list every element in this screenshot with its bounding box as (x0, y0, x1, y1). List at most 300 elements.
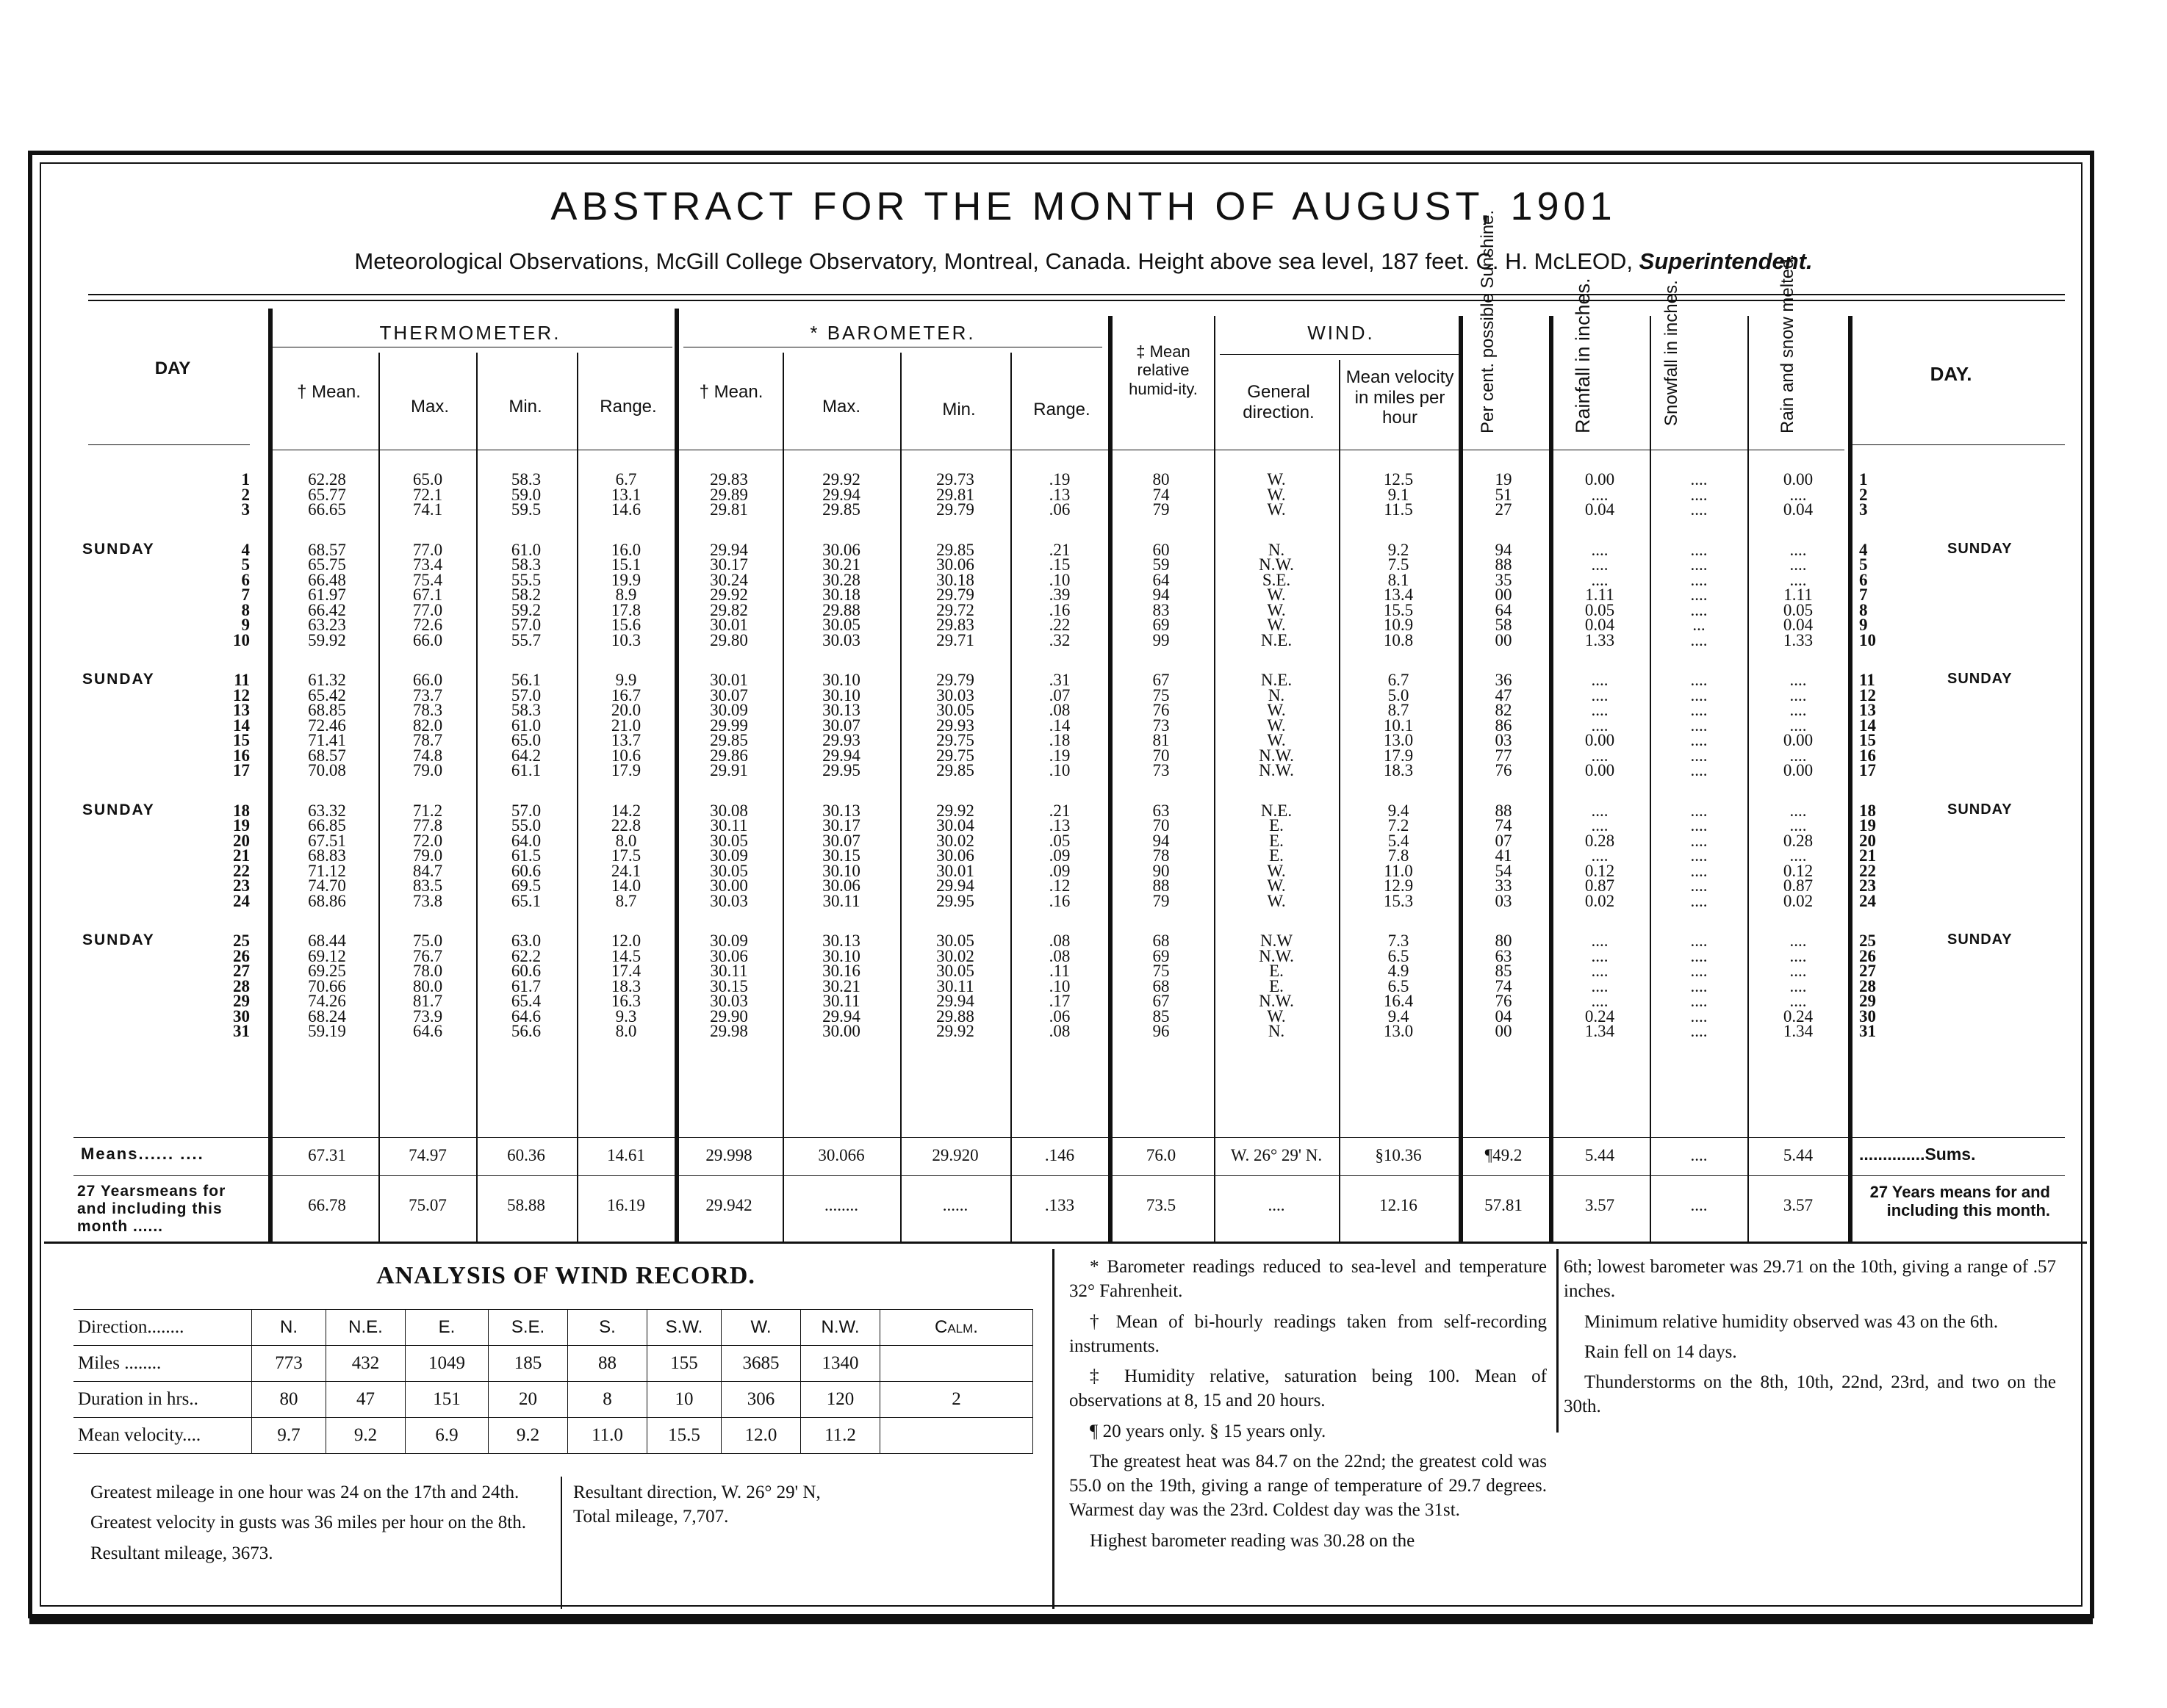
day-number-right: 30 (1859, 1006, 1876, 1026)
cell-t-range: 6.7 (615, 470, 637, 489)
day-number-right: 31 (1859, 1022, 1876, 1040)
cell-t-min: 58.3 (511, 555, 542, 574)
years-t-min: 58.88 (507, 1196, 545, 1214)
day-number-right: 9 (1859, 616, 1868, 634)
day-number: 26 (233, 946, 250, 965)
means-vel: §10.36 (1375, 1146, 1422, 1164)
cell-hum: 60 (1152, 540, 1170, 559)
cell-t-min: 58.3 (511, 701, 542, 719)
cell-b-max: 30.13 (822, 701, 860, 719)
cell-rain: .... (1591, 555, 1609, 574)
cell-b-min: 30.02 (936, 831, 974, 850)
years-rain: 3.57 (1584, 1196, 1615, 1214)
cell-rain: 0.24 (1584, 1006, 1615, 1026)
cell-vel: 7.3 (1387, 932, 1409, 950)
cell-b-mean: 30.24 (710, 570, 748, 589)
day-number-right: 14 (1859, 716, 1876, 735)
wind-note-3: Resultant mileage, 3673. (90, 1543, 273, 1563)
cell-t-mean: 68.83 (308, 846, 346, 865)
cell-rain: 0.00 (1584, 470, 1615, 489)
cell-t-range: 8.7 (615, 891, 637, 910)
cell-t-max: 78.3 (412, 701, 443, 719)
header-b-range: Range. (1033, 400, 1090, 419)
cell-sun: 33 (1495, 876, 1512, 895)
cell-snow: .... (1690, 731, 1708, 749)
header-rainfall: Rainfall in inches. (1572, 278, 1594, 433)
years-dir: .... (1268, 1196, 1285, 1214)
cell-b-max: 29.95 (822, 761, 860, 779)
years-sun: 57.81 (1484, 1196, 1523, 1214)
cell-t-mean: 61.32 (308, 671, 346, 689)
cell-t-max: 79.0 (412, 846, 443, 865)
cell-hum: 75 (1152, 685, 1170, 705)
cell-sun: 80 (1495, 932, 1512, 950)
cell-sun: 19 (1495, 470, 1512, 489)
wind-note-1: Greatest mileage in one hour was 24 on the 17th and 24th. (90, 1482, 520, 1502)
cell-sun: 27 (1495, 500, 1512, 519)
cell-t-max: 71.2 (412, 801, 443, 820)
cell-t-range: 8.0 (615, 831, 637, 850)
cell-t-max: 73.4 (412, 555, 443, 574)
years-melt: 3.57 (1783, 1196, 1814, 1214)
header-b-mean: † Mean. (699, 382, 763, 402)
day-number-right: 8 (1859, 600, 1868, 619)
header-wind-direction: General direction. (1243, 382, 1315, 422)
cell-b-range: .10 (1049, 761, 1071, 779)
cell-rain: .... (1591, 485, 1609, 504)
cell-b-range: .11 (1049, 962, 1070, 980)
cell-dir: N.E. (1260, 630, 1293, 649)
cell-melt: .... (1789, 540, 1807, 559)
cell-hum: 73 (1152, 716, 1170, 735)
cell-t-mean: 68.57 (308, 540, 346, 559)
cell-b-range: .16 (1049, 600, 1071, 619)
cell-t-min: 60.6 (511, 861, 542, 880)
day-number: 15 (233, 731, 250, 749)
cell-b-max: 30.13 (822, 801, 860, 820)
cell-t-range: 20.0 (611, 701, 642, 719)
cell-rain: .... (1591, 746, 1609, 765)
cell-t-range: 13.1 (611, 485, 642, 504)
cell-t-mean: 68.44 (308, 932, 346, 950)
cell-b-range: .12 (1049, 876, 1071, 895)
cell-b-min: 29.71 (936, 630, 974, 649)
cell-b-min: 29.94 (936, 876, 974, 895)
cell-b-range: .06 (1049, 500, 1071, 519)
cell-b-min: 30.05 (936, 932, 974, 950)
subtitle-role: Superintendent. (1639, 248, 1813, 274)
cell-sun: 35 (1495, 570, 1512, 589)
cell-snow: .... (1690, 716, 1708, 735)
years-label: 27 Yearsmeans for and including this month ...... (77, 1183, 226, 1236)
header-bottom-rule-right (1852, 444, 2065, 445)
cell-b-mean: 30.15 (710, 976, 748, 995)
wind-value: 47 (326, 1382, 406, 1418)
cell-b-min: 29.95 (936, 891, 974, 910)
cell-b-min: 30.04 (936, 816, 974, 835)
cell-b-mean: 30.09 (710, 701, 748, 719)
wind-value: 11.0 (568, 1418, 647, 1454)
footnotes-column-1 (1069, 1255, 1547, 1559)
cell-t-range: 8.9 (615, 585, 637, 604)
cell-b-max: 29.92 (822, 470, 860, 489)
cell-vel: 17.9 (1383, 746, 1414, 765)
cell-t-range: 18.3 (611, 976, 642, 995)
cell-b-min: 29.92 (936, 1022, 974, 1040)
header-day: DAY (154, 358, 191, 378)
cell-b-max: 30.17 (822, 816, 860, 835)
cell-b-max: 30.10 (822, 685, 860, 705)
day-number-right: 21 (1859, 846, 1876, 865)
cell-b-max: 30.10 (822, 671, 860, 689)
wind-value: 155 (647, 1346, 722, 1382)
cell-snow: .... (1690, 671, 1708, 689)
cell-t-mean: 69.25 (308, 962, 346, 980)
cell-t-mean: 67.51 (308, 831, 346, 850)
cell-sun: 94 (1495, 540, 1512, 559)
wind-value (880, 1418, 1033, 1454)
cell-b-range: .32 (1049, 630, 1071, 649)
cell-b-min: 30.02 (936, 946, 974, 965)
cell-b-min: 30.11 (936, 976, 974, 995)
cell-b-range: .22 (1049, 616, 1071, 634)
cell-rain: .... (1591, 932, 1609, 950)
years-b-max: ........ (824, 1196, 858, 1214)
wind-row (73, 1418, 1033, 1454)
day-number: 14 (233, 716, 250, 735)
cell-melt: 0.24 (1783, 1006, 1814, 1026)
wind-value: 773 (252, 1346, 326, 1382)
header-b-min: Min. (942, 400, 976, 419)
cell-melt: 0.28 (1783, 831, 1814, 850)
sums-label: ..............Sums. (1859, 1145, 1976, 1164)
wind-notes-left (70, 1480, 555, 1571)
cell-sun: 04 (1495, 1006, 1512, 1026)
cell-vel: 9.4 (1387, 1006, 1409, 1026)
cell-t-mean: 62.28 (308, 470, 346, 489)
cell-b-mean: 29.98 (710, 1022, 748, 1040)
footnote-years: ¶ 20 years only. § 15 years only. (1090, 1421, 1326, 1441)
cell-t-max: 72.6 (412, 616, 443, 634)
day-number-right: 7 (1859, 585, 1868, 604)
cell-b-mean: 29.80 (710, 630, 748, 649)
cell-b-mean: 30.11 (710, 816, 748, 835)
cell-melt: .... (1789, 671, 1807, 689)
cell-b-max: 30.10 (822, 946, 860, 965)
day-number-right: 17 (1859, 761, 1876, 779)
cell-t-min: 61.7 (511, 976, 542, 995)
footnotes-column-2 (1564, 1255, 2056, 1425)
cell-t-min: 61.5 (511, 846, 542, 865)
day-number-right: 24 (1859, 891, 1876, 910)
cell-t-max: 74.8 (412, 746, 443, 765)
wind-underline (1220, 354, 1462, 355)
cell-b-range: .21 (1049, 801, 1071, 820)
cell-sun: 00 (1495, 630, 1512, 649)
cell-dir: W. (1267, 600, 1286, 619)
cell-b-mean: 30.09 (710, 846, 748, 865)
sunday-label-right: SUNDAY (1947, 671, 2013, 687)
cell-t-min: 56.6 (511, 1022, 542, 1040)
day-number-right: 27 (1859, 962, 1876, 980)
header-t-max: Max. (410, 397, 449, 417)
cell-t-min: 58.3 (511, 470, 542, 489)
cell-sun: 63 (1495, 946, 1512, 965)
cell-b-mean: 30.07 (710, 685, 748, 705)
wind-value: 432 (326, 1346, 406, 1382)
wind-value: 185 (489, 1346, 568, 1382)
wind-row-label: Mean velocity.... (73, 1418, 252, 1454)
cell-t-min: 61.0 (511, 716, 542, 735)
cell-dir: N.W. (1259, 555, 1294, 574)
day-number-right: 23 (1859, 876, 1876, 895)
day-number-right: 19 (1859, 816, 1876, 835)
cell-vel: 16.4 (1383, 992, 1414, 1010)
cell-rain: 0.12 (1584, 861, 1615, 880)
cell-t-max: 80.0 (412, 976, 443, 995)
cell-vel: 13.4 (1383, 585, 1414, 604)
wind-value: 12.0 (722, 1418, 801, 1454)
cell-t-range: 19.9 (611, 570, 642, 589)
header-day-right: DAY. (1930, 363, 1972, 385)
cell-b-mean: 30.00 (710, 876, 748, 895)
cell-t-range: 22.8 (611, 816, 642, 835)
day-number-right: 26 (1859, 946, 1876, 965)
cell-b-min: 29.75 (936, 746, 974, 765)
cell-sun: 86 (1495, 716, 1512, 735)
wind-value: 9.7 (252, 1418, 326, 1454)
cell-b-mean: 29.90 (710, 1006, 748, 1026)
wind-value: 1049 (406, 1346, 489, 1382)
footnote-barometer: * Barometer readings reduced to sea-level and temperature 32° Fahrenheit. (1069, 1257, 1547, 1302)
cell-rain: .... (1591, 962, 1609, 980)
years-t-max: 75.07 (409, 1196, 447, 1214)
cell-rain: .... (1591, 801, 1609, 820)
cell-vel: 7.5 (1387, 555, 1409, 574)
cell-b-range: .15 (1049, 555, 1071, 574)
header-t-mean: † Mean. (297, 382, 361, 402)
means-b-range: .146 (1044, 1146, 1075, 1164)
cell-vel: 6.5 (1387, 976, 1409, 995)
cell-sun: 76 (1495, 992, 1512, 1010)
cell-b-min: 29.85 (936, 540, 974, 559)
wind-analysis-title: ANALYSIS OF WIND RECORD. (376, 1262, 755, 1289)
cell-dir: E. (1269, 976, 1284, 995)
cell-dir: W. (1267, 731, 1286, 749)
cell-t-mean: 65.77 (308, 485, 346, 504)
cell-b-max: 29.94 (822, 746, 860, 765)
cell-b-max: 30.21 (822, 976, 860, 995)
cell-t-max: 73.8 (412, 891, 443, 910)
cell-t-mean: 65.75 (308, 555, 346, 574)
wind-value: 1340 (801, 1346, 880, 1382)
cell-t-min: 59.2 (511, 600, 542, 619)
wind-direction-header: W. (722, 1310, 801, 1346)
cell-b-min: 29.85 (936, 761, 974, 779)
cell-rain: .... (1591, 992, 1609, 1010)
cell-sun: 07 (1495, 831, 1512, 850)
cell-hum: 63 (1152, 801, 1170, 820)
cell-hum: 83 (1152, 600, 1170, 619)
means-b-mean: 29.998 (705, 1146, 752, 1164)
cell-dir: W. (1267, 876, 1286, 895)
cell-snow: .... (1690, 685, 1708, 705)
cell-vel: 15.5 (1383, 600, 1414, 619)
cell-t-max: 74.1 (412, 500, 443, 519)
means-rain: 5.44 (1584, 1146, 1615, 1164)
header-rain-snow: Rain and snow melted. (1778, 253, 1797, 433)
cell-b-max: 30.13 (822, 932, 860, 950)
day-number: 23 (233, 876, 250, 895)
cell-dir: N.E. (1260, 801, 1293, 820)
cell-t-range: 16.3 (611, 992, 642, 1010)
cell-melt: 0.00 (1783, 761, 1814, 779)
cell-melt: 0.00 (1783, 470, 1814, 489)
footnote-barometer-high: Highest barometer reading was 30.28 on the (1090, 1530, 1415, 1551)
cell-b-min: 29.94 (936, 992, 974, 1010)
cell-rain: .... (1591, 671, 1609, 689)
cell-rain: 0.05 (1584, 600, 1615, 619)
wind-row (73, 1382, 1033, 1418)
cell-b-max: 30.07 (822, 716, 860, 735)
wind-value: 151 (406, 1382, 489, 1418)
cell-sun: 36 (1495, 671, 1512, 689)
footnote-min-humidity: Minimum relative humidity observed was 43 on the 6th. (1584, 1311, 1999, 1332)
cell-b-max: 30.16 (822, 962, 860, 980)
cell-b-range: .18 (1049, 731, 1071, 749)
day-number: 10 (233, 630, 250, 649)
cell-snow: .... (1690, 555, 1708, 574)
day-number: 18 (233, 801, 250, 820)
cell-hum: 68 (1152, 932, 1170, 950)
cell-b-max: 30.21 (822, 555, 860, 574)
cell-vel: 7.2 (1387, 816, 1409, 835)
cell-b-range: .19 (1049, 746, 1071, 765)
cell-melt: .... (1789, 932, 1807, 950)
years-hum: 73.5 (1146, 1196, 1176, 1214)
cell-hum: 94 (1152, 585, 1170, 604)
day-number: 16 (233, 746, 250, 765)
cell-b-max: 29.93 (822, 731, 860, 749)
cell-t-min: 64.2 (511, 746, 542, 765)
cell-rain: .... (1591, 816, 1609, 835)
means-hum: 76.0 (1146, 1146, 1176, 1164)
cell-b-range: .08 (1049, 1022, 1071, 1040)
wind-row-label: Direction........ (73, 1310, 252, 1346)
cell-t-min: 57.0 (511, 801, 542, 820)
cell-b-mean: 30.05 (710, 861, 748, 880)
cell-hum: 96 (1152, 1022, 1170, 1040)
cell-dir: E. (1269, 962, 1284, 980)
cell-b-min: 29.75 (936, 731, 974, 749)
day-number-right: 28 (1859, 976, 1876, 995)
day-number-right: 3 (1859, 500, 1868, 519)
cell-t-min: 55.7 (511, 630, 542, 649)
cell-b-range: .31 (1049, 671, 1071, 689)
footnote-barometer-low: 6th; lowest barometer was 29.71 on the 10th, giving a range of .57 inches. (1564, 1257, 2056, 1302)
cell-melt: 0.12 (1783, 861, 1814, 880)
header-rule-top-2 (88, 300, 2065, 301)
cell-t-max: 73.7 (412, 685, 443, 705)
cell-t-max: 77.8 (412, 816, 443, 835)
wind-value: 11.2 (801, 1418, 880, 1454)
cell-melt: .... (1789, 801, 1807, 820)
header-rule-top (88, 294, 2065, 295)
cell-hum: 70 (1152, 816, 1170, 835)
cell-vel: 9.2 (1387, 540, 1409, 559)
cell-t-min: 65.1 (511, 891, 542, 910)
cell-t-mean: 68.86 (308, 891, 346, 910)
cell-hum: 76 (1152, 701, 1170, 719)
day-number-right: 5 (1859, 555, 1868, 574)
cell-t-max: 76.7 (412, 946, 443, 965)
cell-melt: 0.05 (1783, 600, 1814, 619)
cell-dir: N. (1268, 540, 1285, 559)
cell-dir: N.W. (1259, 946, 1294, 965)
cell-b-min: 30.05 (936, 701, 974, 719)
cell-t-min: 58.2 (511, 585, 542, 604)
cell-b-min: 29.79 (936, 585, 974, 604)
day-number: 31 (233, 1022, 250, 1040)
cell-sun: 54 (1495, 861, 1512, 880)
cell-t-range: 12.0 (611, 932, 642, 950)
cell-t-mean: 61.97 (308, 585, 346, 604)
means-t-max: 74.97 (409, 1146, 447, 1164)
header-t-range: Range. (600, 397, 657, 417)
wind-note-2: Greatest velocity in gusts was 36 miles per hour on the 8th. (90, 1513, 526, 1533)
footnote-rain-days: Rain fell on 14 days. (1584, 1341, 1737, 1362)
wind-value: 20 (489, 1382, 568, 1418)
day-number-right: 29 (1859, 992, 1876, 1010)
cell-b-max: 30.11 (822, 891, 860, 910)
day-number-right: 10 (1859, 630, 1876, 649)
cell-rain: 0.00 (1584, 761, 1615, 779)
cell-vel: 13.0 (1383, 731, 1414, 749)
day-number-right: 20 (1859, 831, 1876, 850)
cell-t-range: 16.7 (611, 685, 642, 705)
cell-sun: 51 (1495, 485, 1512, 504)
cell-vel: 10.9 (1383, 616, 1414, 634)
cell-snow: .... (1690, 761, 1708, 779)
cell-snow: .... (1690, 861, 1708, 880)
cell-dir: W. (1267, 1006, 1286, 1026)
cell-b-range: .09 (1049, 846, 1071, 865)
cell-sun: 47 (1495, 685, 1512, 705)
cell-snow: .... (1690, 570, 1708, 589)
cell-melt: .... (1789, 570, 1807, 589)
cell-t-min: 57.0 (511, 685, 542, 705)
cell-sun: 64 (1495, 600, 1512, 619)
page-subtitle (0, 248, 2167, 275)
means-t-min: 60.36 (507, 1146, 545, 1164)
day-number: 2 (241, 485, 250, 504)
day-number: 4 (241, 540, 250, 559)
cell-rain: .... (1591, 946, 1609, 965)
means-t-mean: 67.31 (308, 1146, 346, 1164)
cell-hum: 67 (1152, 992, 1170, 1010)
cell-b-min: 30.18 (936, 570, 974, 589)
wind-direction-header: Calm. (880, 1310, 1033, 1346)
footnote-mean: † Mean of bi-hourly readings taken from self-recording instruments. (1069, 1311, 1547, 1356)
wind-row (73, 1346, 1033, 1382)
sunday-label-left: SUNDAY (82, 801, 155, 818)
cell-hum: 74 (1152, 485, 1170, 504)
cell-b-max: 30.10 (822, 861, 860, 880)
years-snow: .... (1690, 1196, 1708, 1214)
cell-sun: 00 (1495, 585, 1512, 604)
cell-rain: .... (1591, 846, 1609, 865)
cell-b-mean: 29.92 (710, 585, 748, 604)
